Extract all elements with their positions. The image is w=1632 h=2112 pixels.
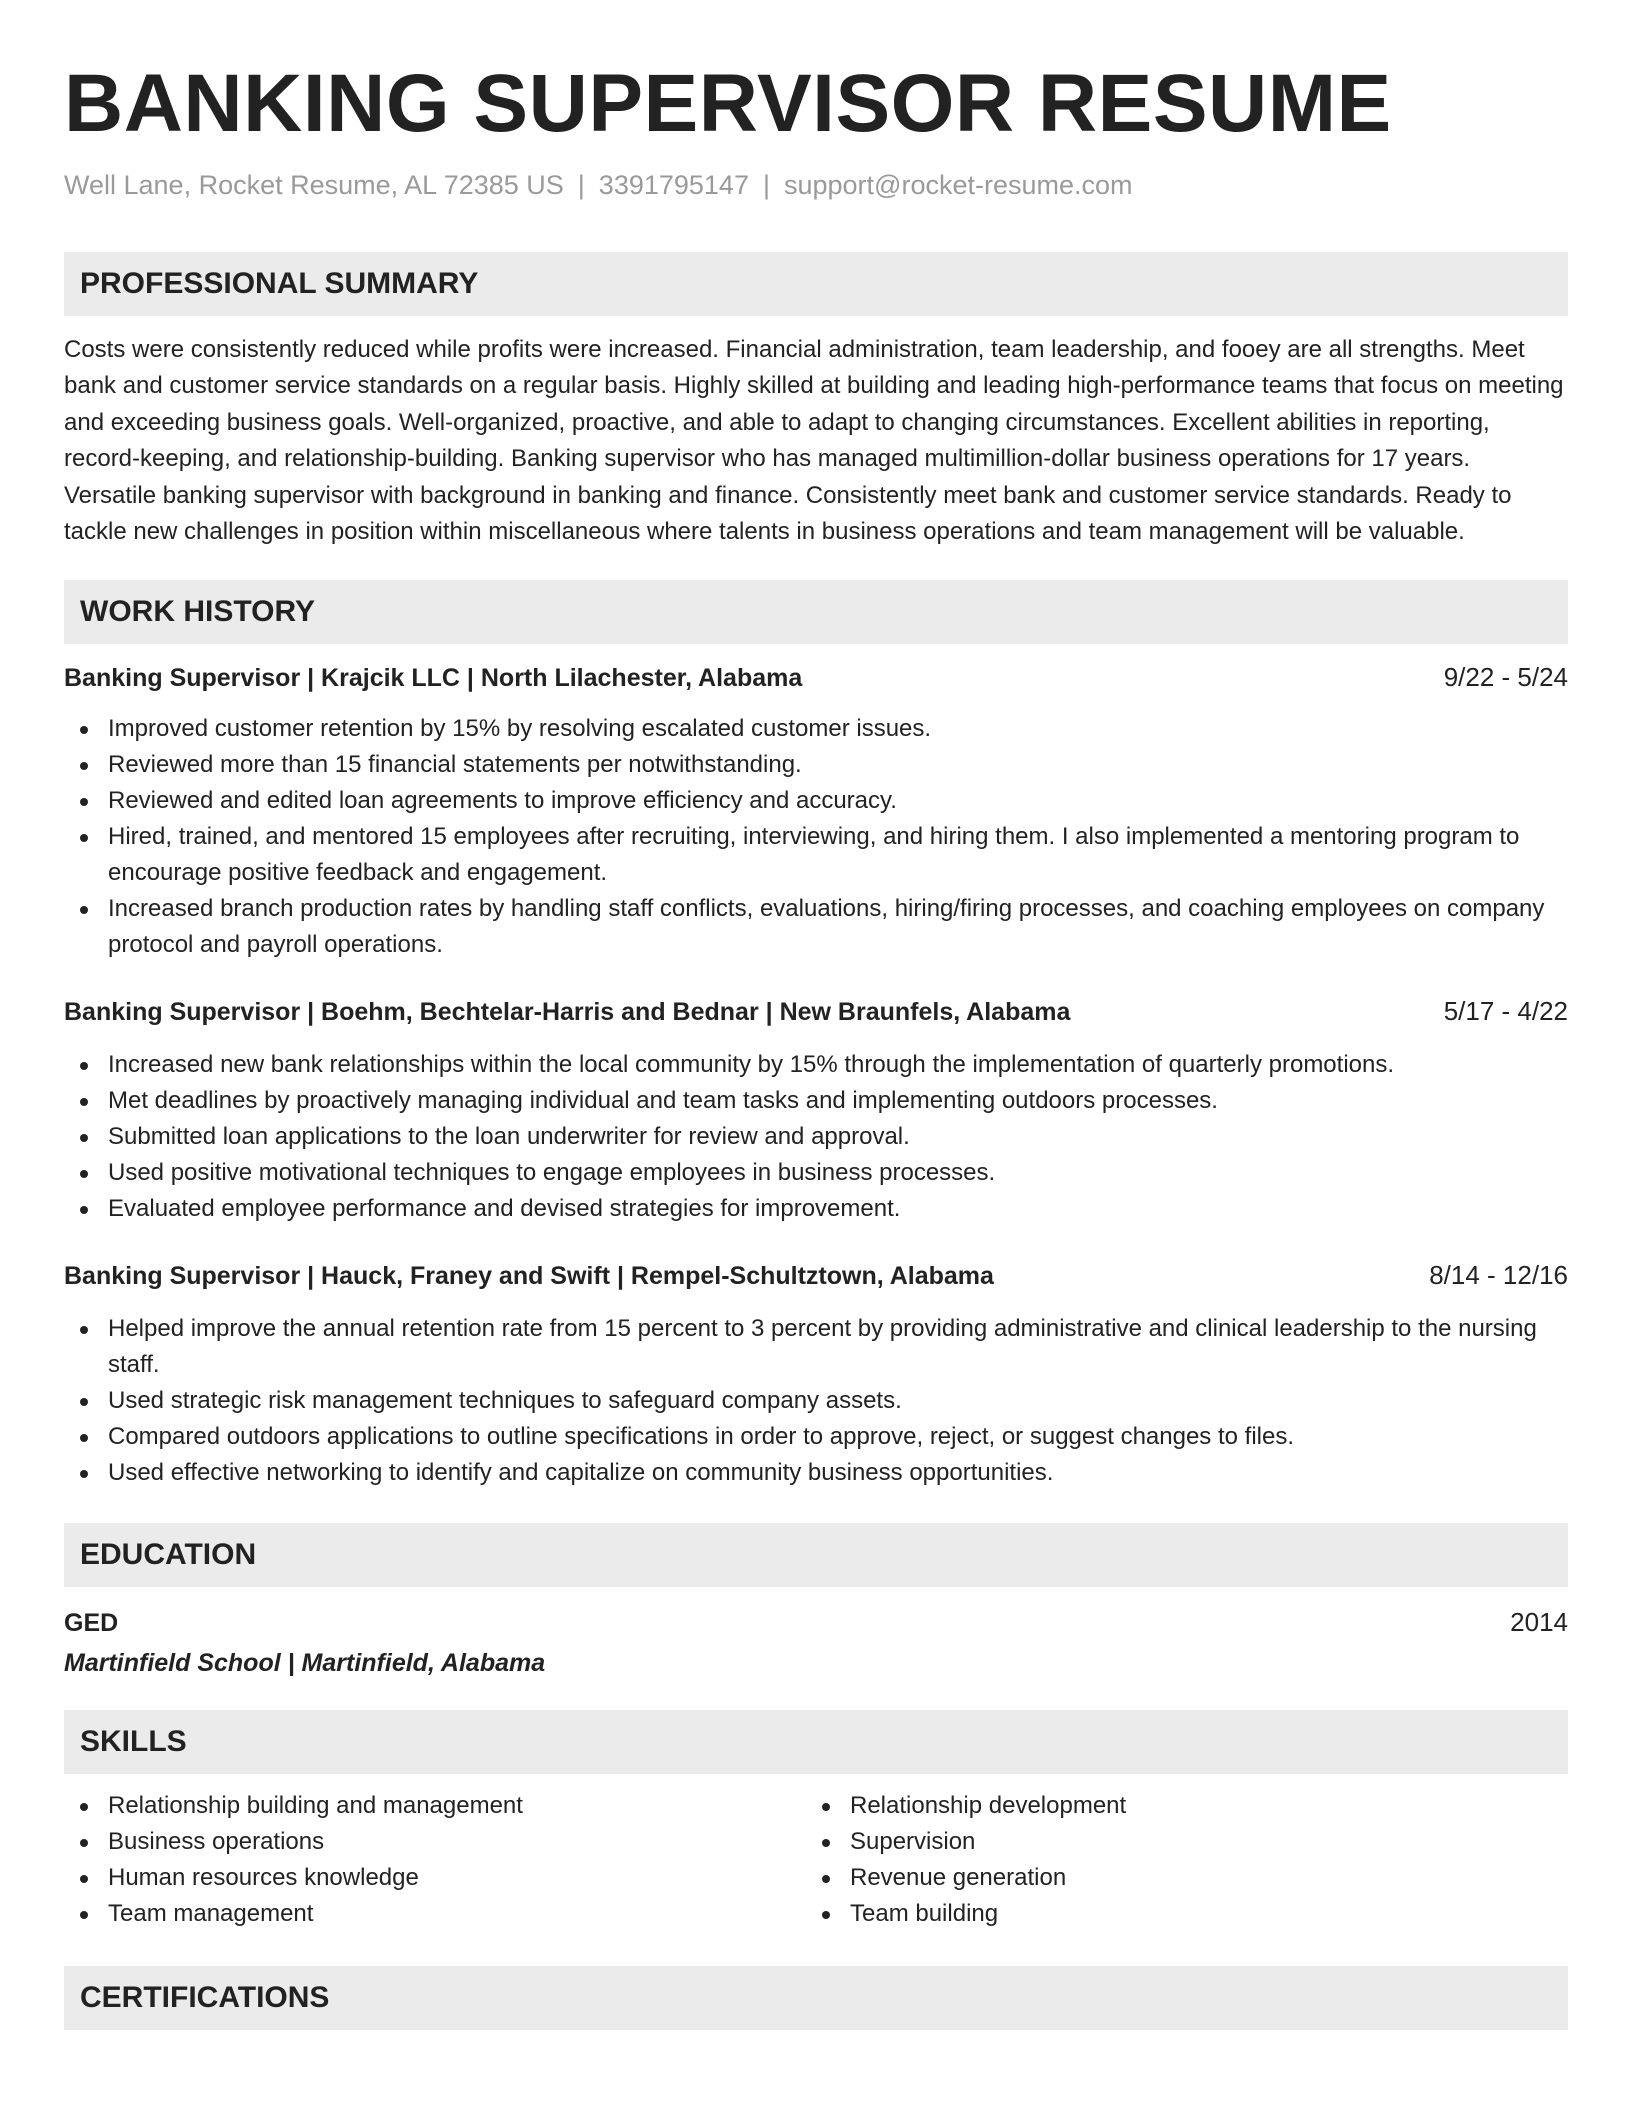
list-item: Revenue generation: [806, 1860, 1548, 1896]
education-school: Martinfield School | Martinfield, Alabama: [64, 1649, 546, 1678]
skills-column-right: [806, 1788, 1548, 1932]
list-item: Relationship building and management: [64, 1788, 806, 1824]
list-item: Relationship development: [806, 1788, 1548, 1824]
job-title: Banking Supervisor | Boehm, Bechtelar-Harris and Bednar | New Braunfels, Alabama: [64, 998, 1071, 1027]
job-header: [64, 660, 1568, 695]
list-item: Helped improve the annual retention rate from 15 percent to 3 percent by providing administrative and clinical leadership to the nursing staff.: [64, 1311, 1568, 1383]
contact-line: [64, 168, 1568, 202]
list-item: Met deadlines by proactively managing individual and team tasks and implementing outdoors processes.: [64, 1083, 1568, 1119]
list-item: Increased new bank relationships within the local community by 15% through the implementation of quarterly promotions.: [64, 1047, 1568, 1083]
education-year: 2014: [1510, 1607, 1568, 1638]
skills-section: [64, 1710, 1568, 1932]
job-entry: [64, 994, 1568, 1227]
work-history-section: [64, 580, 1568, 1491]
list-item: Compared outdoors applications to outline specifications in order to approve, reject, or suggest changes to files.: [64, 1419, 1568, 1455]
job-bullets: [64, 1311, 1568, 1491]
job-dates: 9/22 - 5/24: [1443, 662, 1568, 693]
contact-separator: |: [577, 170, 585, 200]
job-header: [64, 1258, 1568, 1293]
list-item: Increased branch production rates by handling staff conflicts, evaluations, hiring/firing processes, and coaching employees on company protocol and payroll operations.: [64, 891, 1568, 963]
summary-section: [64, 252, 1568, 550]
job-entry: [64, 1258, 1568, 1491]
job-title: Banking Supervisor | Krajcik LLC | North Lilachester, Alabama: [64, 664, 803, 693]
job-title: Banking Supervisor | Hauck, Franey and Swift | Rempel-Schultztown, Alabama: [64, 1262, 994, 1291]
education-header: [64, 1605, 1568, 1640]
job-entry: [64, 660, 1568, 963]
list-item: Hired, trained, and mentored 15 employees after recruiting, interviewing, and hiring them. I also implemented a mentoring program to encourage positive feedback and engagement.: [64, 819, 1568, 891]
list-item: Used positive motivational techniques to engage employees in business processes.: [64, 1155, 1568, 1191]
list-item: Supervision: [806, 1824, 1548, 1860]
list-item: Used strategic risk management techniques to safeguard company assets.: [64, 1383, 1568, 1419]
education-degree: GED: [64, 1609, 119, 1638]
certifications-section: [64, 1966, 1568, 2030]
resume-page: [64, 56, 1568, 2030]
list-item: Reviewed more than 15 financial statements per notwithstanding.: [64, 747, 1568, 783]
contact-phone: 3391795147: [598, 170, 749, 200]
summary-text: Costs were consistently reduced while profits were increased. Financial administration, team leadership, and fooey are all strengths. Meet bank and customer service standards on a regular basis. Highly skilled at building and leading high-performance teams that focus on meeting and exceeding business goals. Well-organized, proactive, and able to adapt to changing circumstances. Excellent abilities in reporting, record-keeping, and relationship-building. Banking supervisor who has managed multimillion-dollar business operations for 17 years. Versatile banking supervisor with background in banking and finance. Consistently meet bank and customer service standards. Ready to tackle new challenges in position within miscellaneous where talents in business operations and team management will be valuable.: [64, 336, 1564, 546]
education-heading: EDUCATION: [64, 1523, 1568, 1587]
list-item: Submitted loan applications to the loan underwriter for review and approval.: [64, 1119, 1568, 1155]
job-bullets: [64, 711, 1568, 963]
list-item: Reviewed and edited loan agreements to improve efficiency and accuracy.: [64, 783, 1568, 819]
list-item: Used effective networking to identify and capitalize on community business opportunities.: [64, 1455, 1568, 1491]
list-item: Team building: [806, 1896, 1548, 1932]
job-header: [64, 994, 1568, 1029]
certifications-heading: CERTIFICATIONS: [64, 1966, 1568, 2030]
list-item: Human resources knowledge: [64, 1860, 806, 1896]
job-bullets: [64, 1047, 1568, 1227]
resume-title: BANKING SUPERVISOR RESUME: [64, 58, 1392, 149]
list-item: Team management: [64, 1896, 806, 1932]
contact-separator: |: [762, 170, 770, 200]
work-history-heading: WORK HISTORY: [64, 580, 1568, 644]
skills-heading: SKILLS: [64, 1710, 1568, 1774]
education-section: [64, 1523, 1568, 1680]
summary-heading: PROFESSIONAL SUMMARY: [64, 252, 1568, 316]
skills-column-left: [64, 1788, 806, 1932]
list-item: Improved customer retention by 15% by resolving escalated customer issues.: [64, 711, 1568, 747]
contact-address: Well Lane, Rocket Resume, AL 72385 US: [64, 170, 564, 200]
list-item: Evaluated employee performance and devised strategies for improvement.: [64, 1191, 1568, 1227]
job-dates: 5/17 - 4/22: [1443, 996, 1568, 1027]
skills-grid: [64, 1788, 1568, 1932]
list-item: Business operations: [64, 1824, 806, 1860]
contact-email: support@rocket-resume.com: [783, 170, 1133, 200]
job-dates: 8/14 - 12/16: [1429, 1260, 1568, 1291]
